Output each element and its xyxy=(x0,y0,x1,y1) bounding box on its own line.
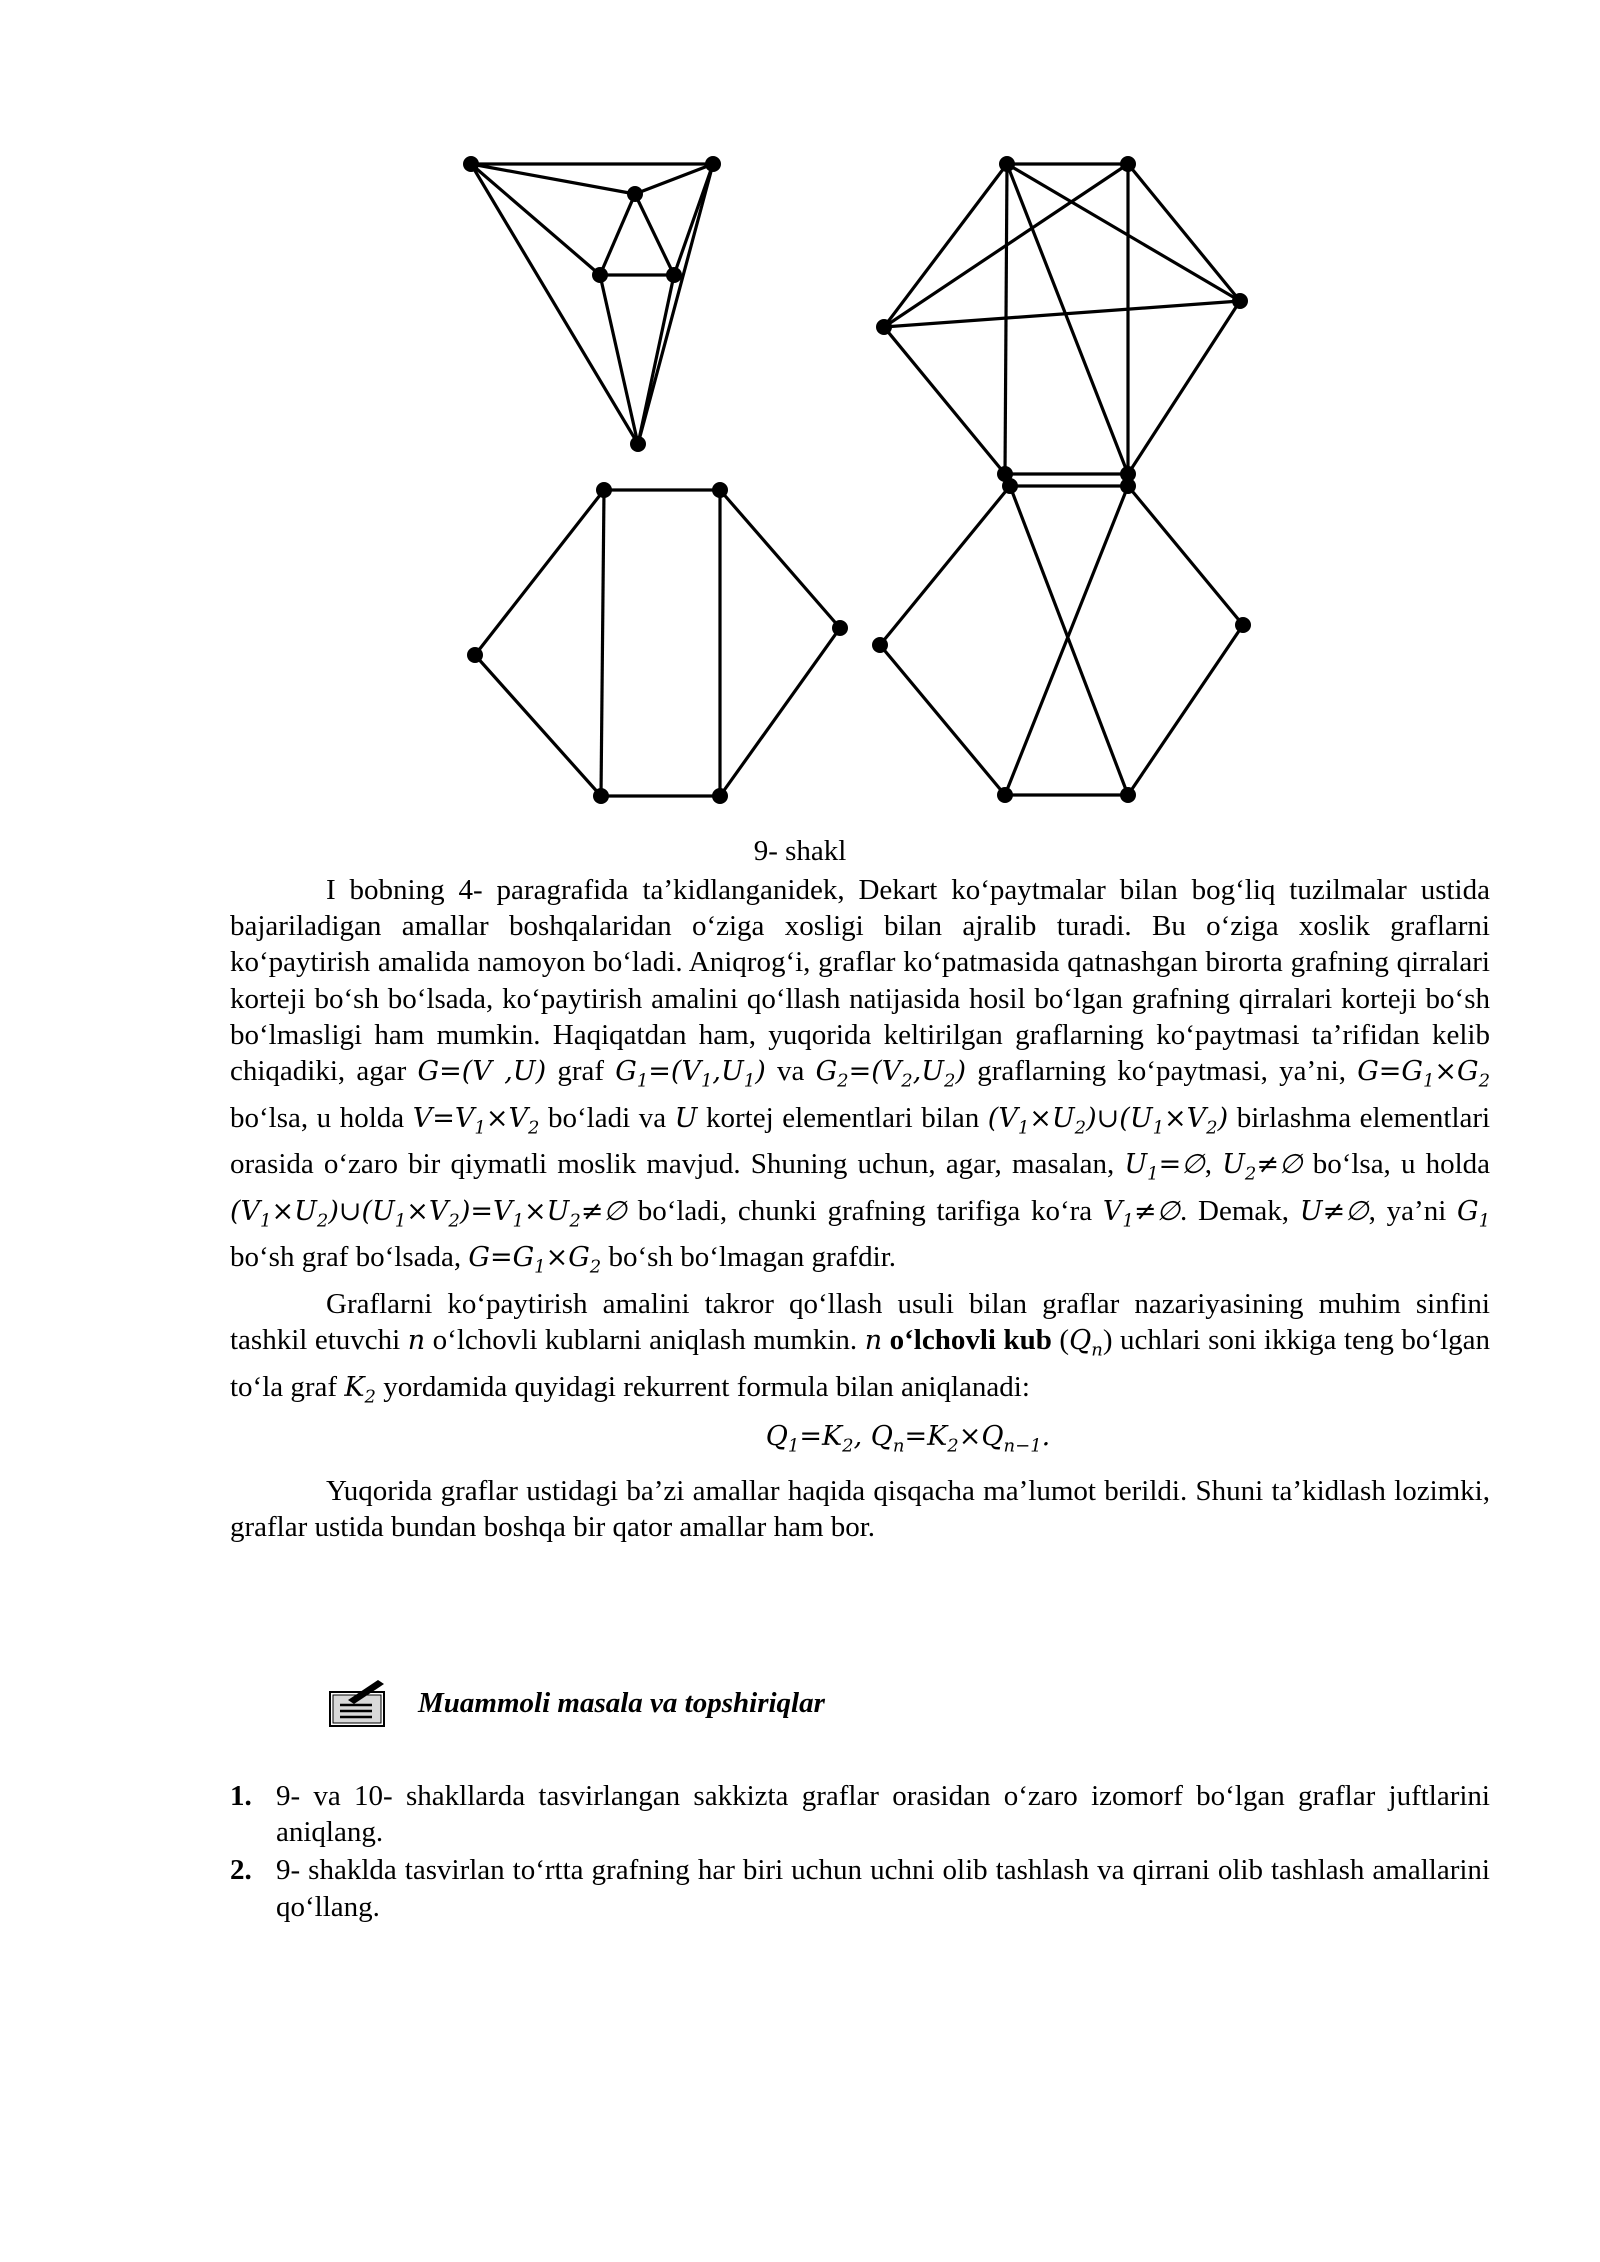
list-item xyxy=(230,1852,1490,1924)
p2-text-2: o‘lchovli kublarni aniqlash mumkin. xyxy=(432,1324,858,1357)
p1-text-13: , ya’ni xyxy=(1368,1194,1447,1227)
p1-text-4: graflarning ko‘paytmasi, ya’ni, xyxy=(977,1055,1346,1088)
p1-text-5: bo‘lsa, u holda xyxy=(230,1101,405,1134)
notepad-icon xyxy=(328,1678,388,1728)
p1-text-15: bo‘sh bo‘lmagan grafdir. xyxy=(608,1241,897,1274)
main-text xyxy=(230,872,1490,1545)
p1-text-12: . Demak, xyxy=(1180,1194,1290,1227)
p1-text-14: bo‘sh graf bo‘lsada, xyxy=(230,1241,462,1274)
recurrence-formula: $Q_1=K_2$, $Q_n=K_2\times Q_{n-1}$. xyxy=(765,1421,1051,1457)
graphs-figure xyxy=(440,140,1270,820)
paragraph-3: Yuqorida graflar ustidagi ba’zi amallar haqida qisqacha ma’lumot berildi. Shuni ta’kidlash lozimki, graflar ustida bundan boshqa bir qator amallar ham bor. xyxy=(230,1474,1490,1544)
p1-text-2: graf xyxy=(557,1055,605,1088)
task-text: 9- shaklda tasvirlan to‘rtta grafning har biri uchun uchni olib tashlash va qirrani olib tashlash amallarini qo‘llang. xyxy=(276,1854,1490,1923)
task-number: 2. xyxy=(230,1854,252,1887)
p1-text-11: bo‘ladi, chunki grafning tarifiga ko‘ra xyxy=(637,1194,1093,1227)
paragraph-1: I bobning 4- paragrafida ta’kidlanganidek, Dekart ko‘paytmalar bilan bog‘liq tuzilmalar ustida bajariladigan amallar boshqalaridan o‘ziga xosligi bilan ajralib turadi. Bu o‘ziga xoslik graflarni ko‘paytirish amalida namoyon bo‘ladi. Aniqrog‘i, graflar ko‘patmasida qatnashgan birorta grafning qirralari korteji bo‘sh bo‘lsada, ko‘paytirish amalini qo‘llash natijasida hosil bo‘lgan grafning qirralari korteji bo‘sh bo‘lmasligi ham mumkin. Haqiqatdan ham, yuqorida keltirilgan graflarning ko‘paytmasi ta’rifidan kelib chiqadiki, agar G=(V ,U) graf $G_1=(V_1,U_1)$ va $G_2=(V_2,U_2)$ graflarning ko‘paytmasi, ya’ni, $G=G_1\times G_2$ bo‘lsa, u holda $V=V_1\times V_2$ bo‘ladi va U kortej elementlari bilan $(V_1\times U_2)\cup(U_1\times V_2)$ birlashma elementlari orasida o‘zaro bir qiymatli moslik mavjud. Shuning uchun, agar, masalan, $U_1=\emptyset$, $U_2\ne\emptyset$ bo‘lsa, u holda $(V_1\times U_2)\cup(U_1\times V_2)=V_1\times U_2\ne\emptyset$ bo‘ladi, chunki grafning tarifiga ko‘ra $V_1\ne\emptyset$. Demak, U≠∅, ya’ni $G_1$ bo‘sh graf bo‘lsada, $G=G_1\times G_2$ bo‘sh bo‘lmagan grafdir. xyxy=(230,874,1491,1278)
p1-text-10: bo‘lsa, u holda xyxy=(1312,1148,1491,1181)
graph-4 xyxy=(880,486,1243,795)
task-list xyxy=(230,1778,1490,1927)
p2-text-5: ) uchlari soni ikkiga teng bo‘lgan to‘la graf xyxy=(230,1324,1490,1403)
p1-text-3: va xyxy=(776,1055,805,1088)
p2-text-1: Graflarni ko‘paytirish amalini takror qo‘llash usuli bilan graflar nazariyasining muhim sinfini tashkil etuvchi xyxy=(230,1287,1490,1357)
p1-text-9: , xyxy=(1204,1148,1212,1181)
p1-text-1: I bobning 4- paragrafida ta’kidlanganidek, Dekart ko‘paytmalar bilan bog‘liq tuzilmalar ustida bajariladigan amallar boshqalaridan o‘ziga xosligi bilan ajralib turadi. Bu o‘ziga xoslik graflarni ko‘paytirish amalida namoyon bo‘ladi. Aniqrog‘i, graflar ko‘patmasida qatnashgan birorta grafning qirralari korteji bo‘sh bo‘lsada, ko‘paytirish amalini qo‘llash natijasida hosil bo‘lgan grafning qirralari korteji bo‘sh bo‘lmasligi ham mumkin. Haqiqatdan ham, yuqorida keltirilgan graflarning ko‘paytmasi ta’rifidan kelib chiqadiki, agar xyxy=(230,874,1490,1088)
tasks-title: Muammoli masala va topshiriqlar xyxy=(418,1686,825,1719)
figure-caption: 9- shakl xyxy=(753,835,847,867)
p1-text-7: kortej elementlari bilan xyxy=(706,1101,980,1134)
p1-text-8: birlashma elementlari orasida o‘zaro bir qiymatli moslik mavjud. Shuning uchun, agar, masalan, xyxy=(230,1101,1491,1181)
task-number: 1. xyxy=(230,1780,252,1812)
graph-2 xyxy=(884,164,1240,474)
p2-term: o‘lchovli kub xyxy=(889,1324,1052,1357)
graph-1 xyxy=(471,164,713,444)
tasks-heading xyxy=(328,1678,825,1728)
graph-3 xyxy=(475,490,840,796)
p2-text-6: yordamida quyidagi rekurrent formula bilan aniqlanadi: xyxy=(383,1370,1030,1403)
p2-text-4: ( xyxy=(1059,1324,1070,1357)
paragraph-2: Graflarni ko‘paytirish amalini takror qo‘llash usuli bilan graflar nazariyasining muhim sinfini tashkil etuvchi n o‘lchovli kublarni aniqlash mumkin. n o‘lchovli kub $(Q_n)$ uchlari soni ikkiga teng bo‘lgan to‘la graf $K_2$ yordamida quyidagi rekurrent formula bilan aniqlanadi: $Q_1=K_2$, $Q_n=K_2\times Q_{n-1}$. xyxy=(230,1286,1490,1465)
p1-text-6: bo‘ladi va xyxy=(548,1101,667,1134)
list-item xyxy=(230,1778,1490,1850)
task-text: 9- va 10- shakllarda tasvirlangan sakkizta graflar orasidan o‘zaro izomorf bo‘lgan graflar juftlarini aniqlang. xyxy=(276,1780,1490,1849)
